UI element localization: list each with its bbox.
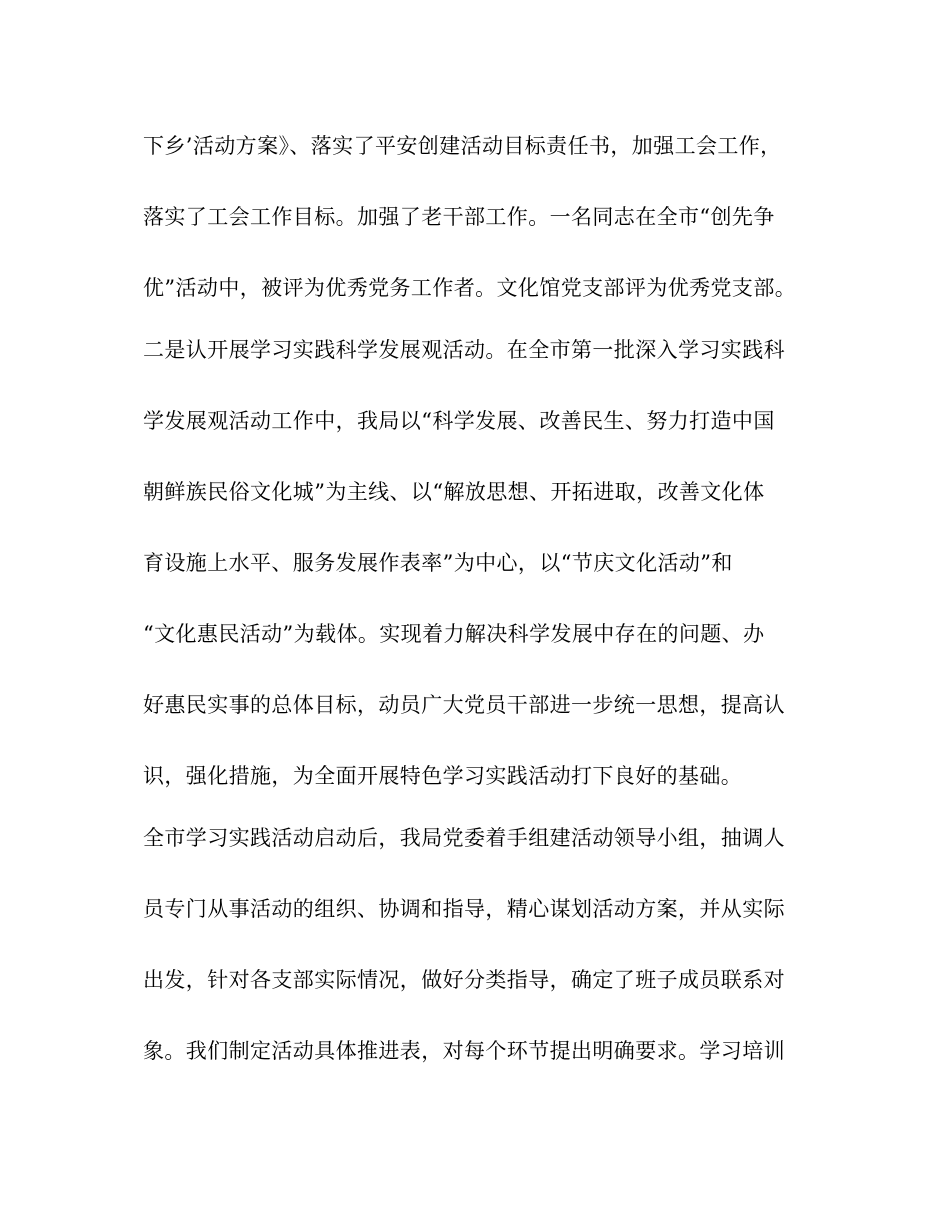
text-line: 落实了工会工作目标。加强了老干部工作。一名同志在全市“创先争	[143, 205, 775, 229]
text-line: 下乡’活动方案》、落实了平安创建活动目标责任书，加强工会工作，	[143, 134, 782, 158]
text-line: 优”活动中，被评为优秀党务工作者。文化馆党支部评为优秀党支部。	[143, 276, 797, 300]
text-line: 朝鲜族民俗文化城”为主线、以“解放思想、开拓进取，改善文化体	[143, 480, 765, 504]
text-line: 出发，针对各支部实际情况，做好分类指导，确定了班子成员联系对	[143, 968, 785, 992]
text-line: “文化惠民活动”为载体。实现着力解决科学发展中存在的问题、办	[143, 622, 765, 646]
text-line: 学发展观活动工作中，我局以“科学发展、改善民生、努力打造中国	[143, 409, 775, 433]
text-line: 识，强化措施，为全面开展特色学习实践活动打下良好的基础。	[143, 764, 743, 788]
text-line: 好惠民实事的总体目标，动员广大党员干部进一步统一思想，提高认	[143, 693, 785, 717]
text-line: 象。我们制定活动具体推进表，对每个环节提出明确要求。学习培训	[143, 1039, 785, 1063]
text-line: 二是认开展学习实践科学发展观活动。在全市第一批深入学习实践科	[143, 338, 785, 362]
text-line: 全市学习实践活动启动后，我局党委着手组建活动领导小组，抽调人	[143, 826, 785, 850]
text-line: 育设施上水平、服务发展作表率”为中心，以“节庆文化活动”和	[143, 551, 733, 575]
text-line: 员专门从事活动的组织、协调和指导，精心谋划活动方案，并从实际	[143, 897, 785, 921]
